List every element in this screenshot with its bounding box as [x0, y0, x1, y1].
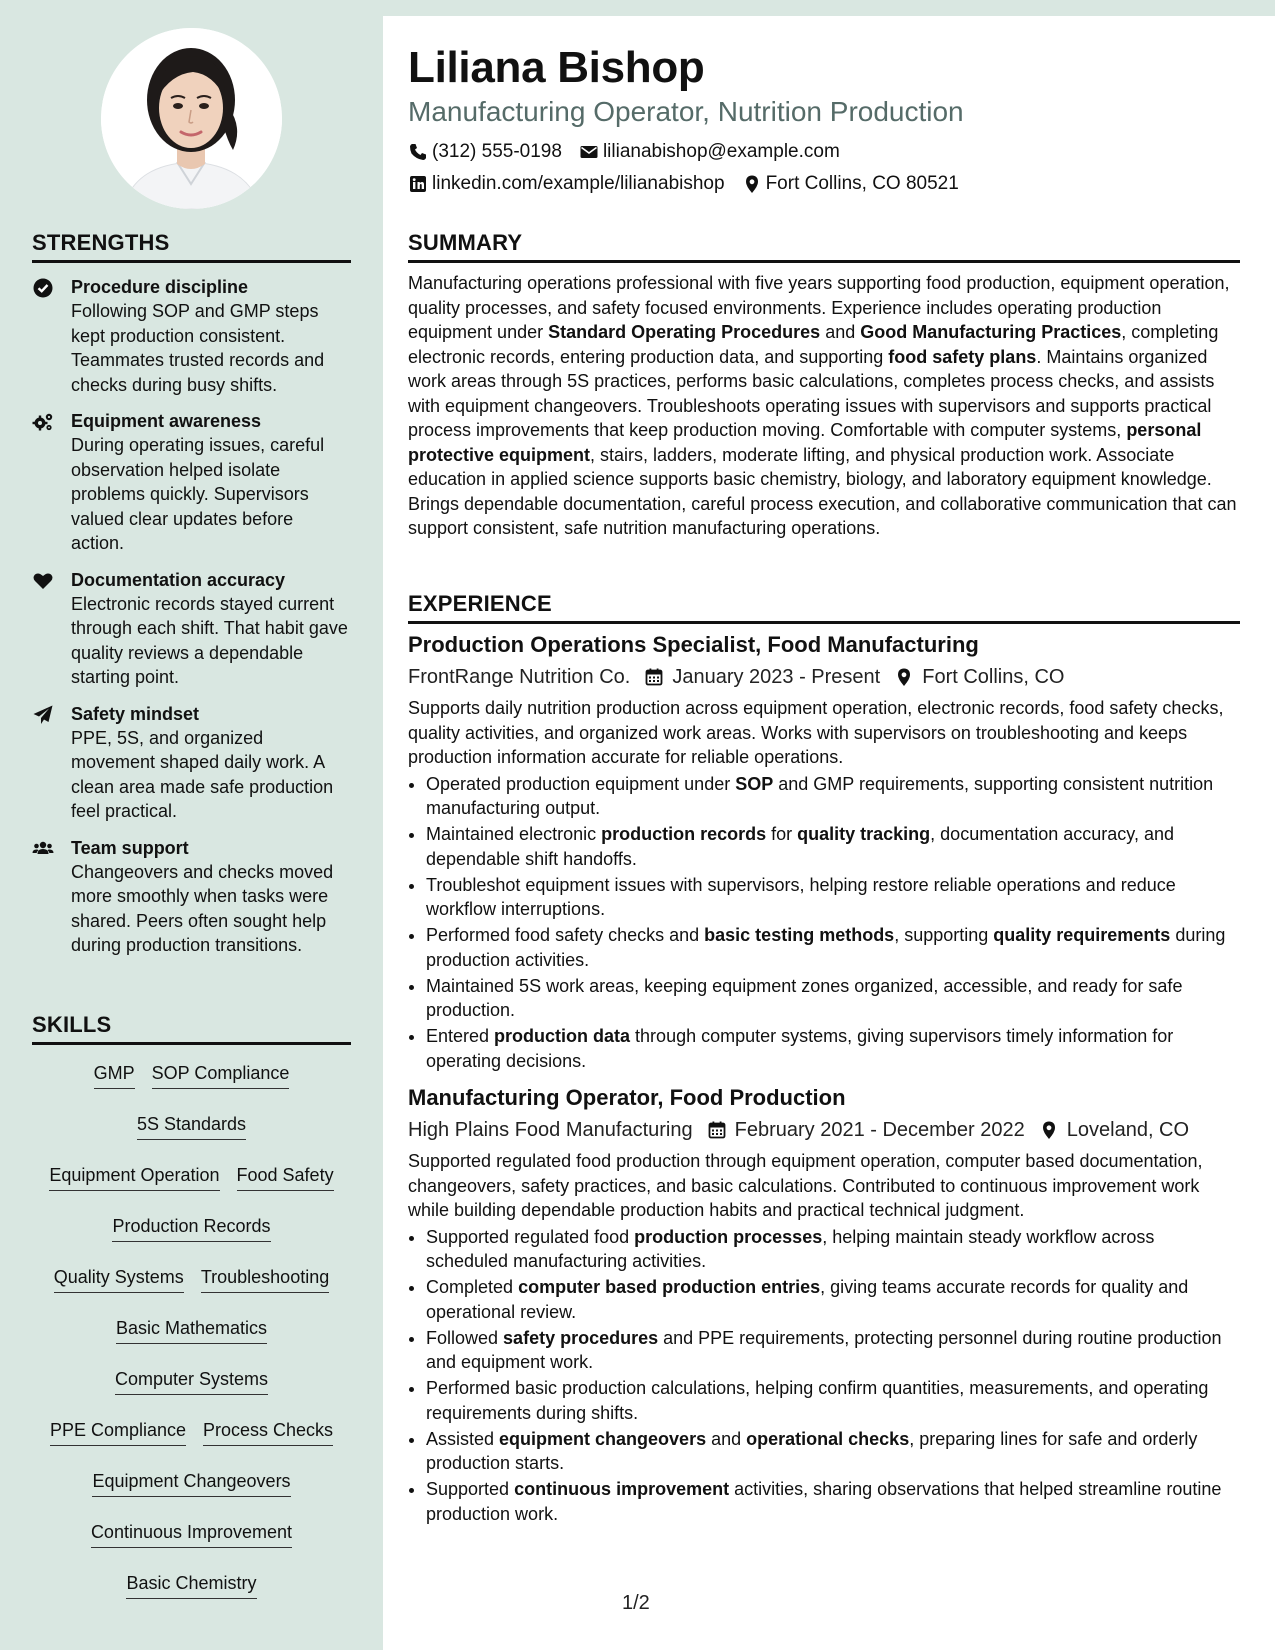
- users-icon: [32, 838, 54, 860]
- location-contact: [742, 168, 959, 200]
- job-dates: January 2023 - Present: [672, 666, 881, 688]
- candidate-name: Liliana Bishop: [408, 43, 705, 92]
- strength-desc: Changeovers and checks moved more smoothly when tasks were shared. Peers often sought help during production transitions.: [71, 861, 334, 955]
- strength-item: [32, 409, 351, 556]
- calendar-icon: [707, 1120, 727, 1140]
- job-location: Fort Collins, CO: [922, 666, 1065, 688]
- bullet-fragment: , documentation accuracy, and dependable shift handoffs.: [426, 824, 1174, 869]
- heart-icon: [32, 570, 54, 592]
- job-bullet: [426, 1225, 1240, 1274]
- job-bullet: [426, 1275, 1240, 1324]
- check-circle-icon: [32, 277, 54, 299]
- phone-text: (312) 555-0198: [432, 141, 562, 162]
- skill-tag: Basic Mathematics: [116, 1316, 267, 1344]
- strength-desc: PPE, 5S, and organized movement shaped daily work. A clean area made safe production feel practical.: [71, 727, 334, 821]
- skills-list: [32, 1055, 351, 1616]
- job-meta: [408, 1115, 1240, 1145]
- skill-row: [32, 1157, 351, 1208]
- strength-title: Team support: [71, 837, 189, 858]
- linkedin-icon: [408, 174, 428, 194]
- skill-tag: Equipment Operation: [49, 1163, 219, 1191]
- job-bullets: [408, 772, 1240, 1074]
- strengths-title: STRENGTHS: [32, 230, 351, 263]
- strength-title: Safety mindset: [71, 703, 200, 724]
- bullet-fragment: , supporting: [894, 925, 994, 945]
- emphasis-text: quality requirements: [993, 925, 1171, 945]
- bullet-fragment: and PPE requirements, protecting personnel during routine production and equipment work.: [426, 1327, 1222, 1372]
- page-number: 1/2: [622, 1592, 650, 1614]
- strength-item: [32, 568, 351, 690]
- job-bullet: [426, 1326, 1240, 1375]
- skill-row: [32, 1259, 351, 1310]
- skill-tag: 5S Standards: [137, 1112, 246, 1140]
- job-dates: February 2021 - December 2022: [734, 1119, 1025, 1141]
- skill-tag: Production Records: [112, 1214, 270, 1242]
- bullet-fragment: and: [706, 1428, 747, 1449]
- summary-section: [408, 230, 1240, 541]
- bullet-fragment: Supported regulated food: [426, 1226, 635, 1247]
- skill-row: [32, 1208, 351, 1259]
- emphasis-text: SOP: [735, 773, 774, 794]
- skill-row: [32, 1565, 351, 1616]
- bullet-fragment: through computer systems, giving supervisors timely information for operating decisions.: [426, 1026, 1174, 1071]
- emphasis-text: safety procedures: [503, 1327, 659, 1348]
- job-bullet: [426, 1477, 1240, 1526]
- skill-tag: GMP: [94, 1061, 135, 1089]
- bullet-fragment: Followed: [426, 1327, 504, 1348]
- bullet-fragment: Performed basic production calculations, helping confirm quantities, measurements, and operating requirements during shifts.: [426, 1378, 1209, 1423]
- gears-icon: [32, 411, 54, 433]
- skill-row: [32, 1412, 351, 1463]
- envelope-icon: [579, 142, 599, 162]
- job-company: High Plains Food Manufacturing: [408, 1119, 693, 1141]
- job-title: Production Operations Specialist, Food Manufacturing: [408, 632, 979, 657]
- strength-item: [32, 702, 351, 824]
- calendar-icon: [644, 667, 664, 687]
- bullet-fragment: Performed food safety checks and: [426, 925, 705, 945]
- summary-fragment: Manufacturing operations professional with five years supporting food production, equipment operation, quality processes, and safety focused environments. Experience includes operating production equipment under: [408, 273, 1230, 342]
- bullet-fragment: , helping maintain steady workflow across scheduled manufacturing activities.: [426, 1226, 1155, 1271]
- skills-title: SKILLS: [32, 1012, 351, 1045]
- phone-contact[interactable]: [408, 136, 562, 168]
- emphasis-text: food safety plans: [888, 346, 1037, 367]
- strength-desc: During operating issues, careful observation helped isolate problems quickly. Supervisors valued clear updates before action.: [71, 435, 325, 553]
- skill-row: [32, 1106, 351, 1157]
- linkedin-contact[interactable]: [408, 168, 725, 200]
- job-description: Supports daily nutrition production across equipment operation, electronic records, food safety checks, quality activities, and organized work areas. Works with supervisors on troubleshooting and keeps production information accurate for reliable operations.: [408, 698, 1224, 767]
- emphasis-text: Standard Operating Procedures: [548, 322, 821, 342]
- strength-title: Procedure discipline: [71, 277, 249, 297]
- emphasis-text: operational checks: [746, 1428, 910, 1449]
- skill-tag: Food Safety: [237, 1163, 334, 1191]
- bullet-fragment: Assisted: [426, 1428, 500, 1449]
- summary-fragment: , completing electronic records, entering production data, and supporting: [408, 322, 1219, 367]
- skill-row: [32, 1514, 351, 1565]
- experience-section: [408, 591, 1240, 1528]
- job-meta: [408, 662, 1240, 692]
- map-pin-icon: [742, 174, 762, 194]
- summary-text: [408, 271, 1240, 541]
- resume-header: [408, 40, 964, 200]
- map-pin-icon: [894, 667, 914, 687]
- bullet-fragment: Maintained electronic: [426, 824, 602, 844]
- bullet-fragment: Operated production equipment under: [426, 773, 736, 794]
- skill-tag: Quality Systems: [54, 1265, 184, 1293]
- strengths-section: [32, 230, 351, 970]
- skill-tag: Equipment Changeovers: [92, 1469, 290, 1497]
- email-text: lilianabishop@example.com: [602, 141, 840, 162]
- jobs-list: [408, 630, 1240, 1526]
- job-company: FrontRange Nutrition Co.: [408, 666, 631, 688]
- job-title: Manufacturing Operator, Food Production: [408, 1085, 846, 1110]
- bullet-fragment: , giving teams accurate records for quality and operational review.: [426, 1277, 1189, 1322]
- job-bullet: [426, 822, 1240, 871]
- skill-row: [32, 1361, 351, 1412]
- bullet-fragment: Troubleshot equipment issues with supervisors, helping restore reliable operations and reduce workflow interruptions.: [426, 874, 1176, 919]
- summary-fragment: . Maintains organized work areas through 5S practices, performs basic calculations, completes process checks, and assists with equipment changeovers. Troubleshoots operating issues with supervisors and supports practical process improvements that keep production moving. Comfortable with computer systems,: [408, 346, 1215, 440]
- linkedin-text: linkedin.com/example/lilianabishop: [432, 173, 725, 194]
- paper-plane-icon: [32, 704, 54, 726]
- bullet-fragment: during production activities.: [426, 925, 1226, 970]
- emphasis-text: basic testing methods: [704, 925, 895, 945]
- skill-tag: Continuous Improvement: [91, 1520, 292, 1548]
- contact-block: [408, 136, 964, 200]
- skill-tag: Process Checks: [203, 1418, 333, 1446]
- strength-desc: Following SOP and GMP steps kept production consistent. Teammates trusted records and checks during busy shifts.: [71, 301, 325, 395]
- job-bullet: [426, 1024, 1240, 1073]
- map-pin-icon: [1039, 1120, 1059, 1140]
- skill-tag: Computer Systems: [115, 1367, 268, 1395]
- strength-desc: Electronic records stayed current through each shift. That habit gave quality reviews a dependable starting point.: [71, 593, 348, 687]
- experience-title: EXPERIENCE: [408, 591, 1240, 624]
- emphasis-text: production records: [601, 824, 767, 844]
- bullet-fragment: Maintained 5S work areas, keeping equipment zones organized, accessible, and ready for safe production.: [426, 975, 1183, 1020]
- skills-section: [32, 1012, 351, 1616]
- skill-row: [32, 1055, 351, 1106]
- skill-tag: Basic Chemistry: [126, 1571, 256, 1599]
- job-bullet: [426, 974, 1240, 1023]
- job-location: Loveland, CO: [1066, 1119, 1190, 1141]
- emphasis-text: production data: [494, 1026, 631, 1046]
- candidate-role: Manufacturing Operator, Nutrition Production: [408, 96, 964, 127]
- emphasis-text: computer based production entries: [518, 1277, 821, 1297]
- emphasis-text: equipment changeovers: [499, 1428, 707, 1449]
- bullet-fragment: , preparing lines for safe and orderly production starts.: [426, 1428, 1198, 1473]
- skill-row: [32, 1310, 351, 1361]
- job-bullet: [426, 772, 1240, 821]
- job-bullet: [426, 1376, 1240, 1425]
- bullet-fragment: Supported: [426, 1479, 515, 1499]
- bullet-fragment: for: [766, 824, 798, 844]
- summary-fragment: and: [820, 322, 861, 342]
- bullet-fragment: activities, sharing observations that helped streamline routine production work.: [426, 1479, 1222, 1524]
- job-entry: [408, 1083, 1240, 1526]
- top-band: [0, 0, 1275, 16]
- bullet-fragment: Completed: [426, 1277, 519, 1297]
- strength-title: Documentation accuracy: [71, 569, 286, 590]
- skill-row: [32, 1463, 351, 1514]
- job-bullet: [426, 1427, 1240, 1476]
- strength-item: [32, 275, 351, 397]
- strength-item: [32, 836, 351, 958]
- job-bullet: [426, 923, 1240, 972]
- bullet-fragment: and GMP requirements, supporting consistent nutrition manufacturing output.: [426, 773, 1214, 818]
- job-entry: [408, 630, 1240, 1073]
- job-bullets: [408, 1225, 1240, 1527]
- avatar: [101, 28, 282, 209]
- phone-icon: [408, 142, 428, 162]
- emphasis-text: personal protective equipment: [408, 420, 1202, 465]
- emphasis-text: quality tracking: [797, 824, 931, 844]
- strength-title: Equipment awareness: [71, 411, 262, 431]
- bullet-fragment: Entered: [426, 1026, 495, 1046]
- location-text: Fort Collins, CO 80521: [765, 173, 959, 194]
- job-bullet: [426, 873, 1240, 922]
- emphasis-text: Good Manufacturing Practices: [860, 322, 1122, 342]
- skill-tag: Troubleshooting: [201, 1265, 329, 1293]
- strengths-list: [32, 275, 351, 958]
- job-description: Supported regulated food production through equipment operation, computer based documentation, changeovers, safety practices, and basic calculations. Contributed to continuous improvement work while building dependable production habits and practical technical judgment.: [408, 1151, 1203, 1220]
- summary-title: SUMMARY: [408, 230, 1240, 263]
- skill-tag: PPE Compliance: [50, 1418, 186, 1446]
- email-contact[interactable]: [579, 136, 840, 168]
- emphasis-text: continuous improvement: [514, 1479, 730, 1499]
- summary-fragment: , stairs, ladders, moderate lifting, and physical production work. Associate education in applied science supports basic chemistry, biology, and laboratory equipment knowledge. Brings dependable documentation, careful process execution, and collaborative communication that can support consistent, safe nutrition manufacturing operations.: [408, 444, 1237, 538]
- emphasis-text: production processes: [634, 1226, 823, 1247]
- skill-tag: SOP Compliance: [152, 1061, 290, 1089]
